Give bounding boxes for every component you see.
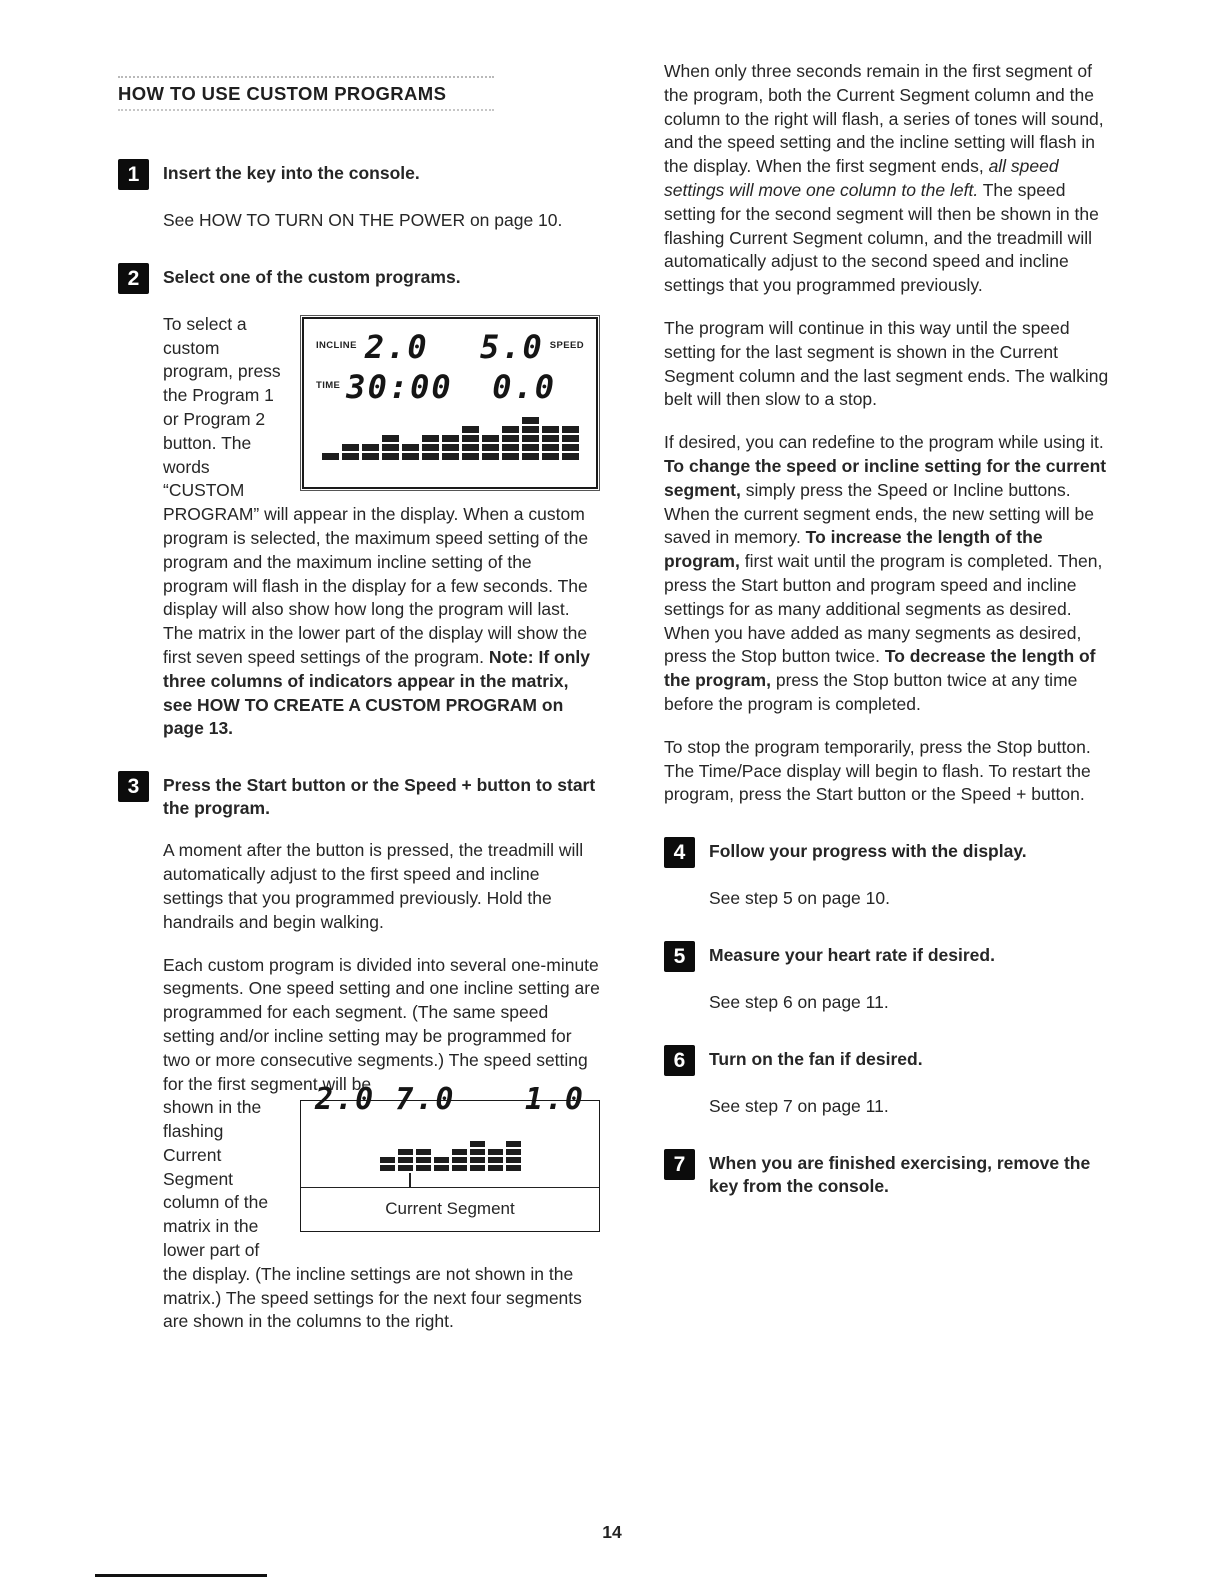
lcd-top-row [316,327,584,366]
step-3-paragraph-2b [163,1082,600,1334]
left-column [118,76,600,1334]
speed-matrix-bars [316,417,584,460]
incline-label: INCLINE [316,340,357,352]
step-4-number: 4 [664,837,695,868]
console-display-illustration [302,317,598,489]
step-6-heading: Turn on the fan if desired. [709,1048,923,1069]
clipped-digits-left: 2.0 7.0 [315,1082,456,1118]
matrix-bar-column [482,435,499,460]
step-3-paragraph-1: A moment after the button is pressed, the treadmill will automatically adjust to the first speed and incline settings that you programmed previously. Hold the handrails and begin walking. [163,840,584,932]
matrix-bar-column [422,435,439,460]
right-p3-bold-3: To decrease the length of the program, [664,646,1096,691]
clipped-digits-right: 1.0 [524,1082,585,1118]
step-4-body: See step 5 on page 10. [709,888,890,909]
matrix-bar-column [442,435,459,460]
right-paragraph-3 [664,431,1112,717]
matrix-bar-column [522,417,539,460]
step-2-note: Note: If only three columns of indicators appear in the matrix, see HOW TO CREATE A CUSTOM PROGRAM on page 13. [163,646,590,739]
right-paragraph-4: To stop the program temporarily, press the Stop button. The Time/Pace display will begin to flash. To restart the program, press the Start button or the Speed + button. [664,736,1091,805]
matrix-bar-column [502,426,519,460]
page-number: 14 [602,1522,622,1542]
step-2-paragraph [163,313,600,741]
right-paragraph-1 [664,60,1112,298]
step-1-number: 1 [118,159,149,190]
right-p1-text-2: The speed setting for the second segment will then be shown in the flashing Current Segment column, and the treadmill will automatically adjust to the second speed and incline settings that you programmed previously. [664,179,1099,296]
right-p3-text-4: press the Stop button twice at any time before the program is completed. [664,670,1078,714]
step-6 [664,1045,1112,1076]
lcd-bottom-row [316,367,584,406]
step-4-heading: Follow your progress with the display. [709,841,1027,862]
step-7-number: 7 [664,1149,695,1180]
matrix-bar-column [434,1157,449,1171]
step-6-body: See step 7 on page 11. [709,1095,889,1116]
current-segment-illustration [300,1082,600,1232]
step-3-text-wrap: shown in the flashing Current Segment column of the matrix in the lower part of the display. (The incline settings are not shown in the matrix.) The speed settings for the next four segments are shown in the columns to the right. [163,1097,582,1332]
speed-value: 5.0 [479,327,544,366]
step-3 [118,771,600,820]
clipped-digits-row [315,1082,585,1118]
matrix-bar-column [362,444,379,460]
step-7 [664,1149,1112,1198]
step-3-body [163,839,600,1334]
right-p3-bold-2: To increase the length of the program, [664,527,1043,572]
step-4 [664,837,1112,868]
step-5 [664,941,1112,972]
matrix-bar-column [382,435,399,460]
matrix-bar-column [488,1149,503,1171]
step-3-paragraph-2a: Each custom program is divided into several one-minute segments. One speed setting and one incline setting are programmed for each segment. (The same speed setting and/or incline setting may be programmed for two or more consecutive segments.) The speed setting for the first segment will be [163,954,600,1094]
matrix-bar-column [562,426,579,460]
segment-value: 0.0 [492,367,556,406]
step-1 [118,159,600,190]
incline-value: 2.0 [364,327,429,366]
step-6-number: 6 [664,1045,695,1076]
matrix-bar-column [452,1149,467,1171]
step-7-heading: When you are finished exercising, remove the key from the console. [709,1152,1091,1196]
matrix-bar-column [342,444,359,460]
step-2-heading: Select one of the custom programs. [163,266,461,287]
right-column [664,60,1112,1198]
current-segment-label: Current Segment [385,1199,515,1219]
matrix-bar-column [416,1149,431,1171]
time-value: 30:00 [346,367,453,406]
matrix-bar-column [542,426,559,460]
matrix-bar-column [398,1149,413,1171]
right-p1-text: When only three seconds remain in the first segment of the program, both the Current Segment column and the column to the right will flash, a series of tones will sound, and the speed setting and the incline setting will flash in the display. When the first segment ends, [664,61,1104,177]
step-2-number: 2 [118,263,149,294]
right-p3-bold-1: To change the speed or incline setting for the current segment, [664,455,1107,500]
segment-matrix-bars [301,1141,599,1171]
right-p1-italic: all speed settings will move one column to the left. [664,156,1059,200]
matrix-bar-column [322,453,339,460]
step-5-number: 5 [664,941,695,972]
current-segment-pointer [409,1173,411,1188]
step-1-heading: Insert the key into the console. [163,163,420,183]
speed-label: SPEED [549,340,584,352]
matrix-bar-column [402,444,419,460]
right-paragraph-2: The program will continue in this way until the speed setting for the last segment is shown in the Current Segment column and the last segment ends. The walking belt will then slow to a stop. [664,317,1109,410]
display-divider-line [301,1187,599,1188]
step-1-body: See HOW TO TURN ON THE POWER on page 10. [163,210,563,230]
matrix-bar-column [470,1141,485,1171]
step-5-heading: Measure your heart rate if desired. [709,944,995,965]
step-3-number: 3 [118,771,149,802]
step-2 [118,263,600,294]
right-p3-text-2: simply press the Speed or Incline buttons. When the current segment ends, the new setting will be saved in memory. [664,479,1094,548]
matrix-bar-column [462,426,479,460]
matrix-bar-column [506,1141,521,1171]
step-3-heading: Press the Start button or the Speed + button to start the program. [163,775,596,819]
matrix-bar-column [380,1157,395,1171]
right-p3-text: If desired, you can redefine to the program while using it. [664,432,1104,453]
page-title: HOW TO USE CUSTOM PROGRAMS [118,76,494,111]
step-2-text: To select a custom program, press the Program 1 or Program 2 button. The words “CUSTOM PROGRAM” will appear in the display. When a custom program is selected, the maximum speed setting of the program and the maximum incline setting of the program will flash in the display for a few seconds. The display will also show how long the program will last. The matrix in the lower part of the display will show the first seven speed settings of the program. [163,313,589,667]
step-5-body: See step 6 on page 11. [709,991,889,1012]
time-label: TIME [316,380,341,392]
scan-artifact-line [95,1574,267,1577]
right-p3-text-3: first wait until the program is completed. Then, press the Start button and program speed and incline settings for as many additional segments as desired. When you have added as many segments as desired, press the Stop button twice. [664,551,1103,667]
step-2-body [163,313,600,741]
